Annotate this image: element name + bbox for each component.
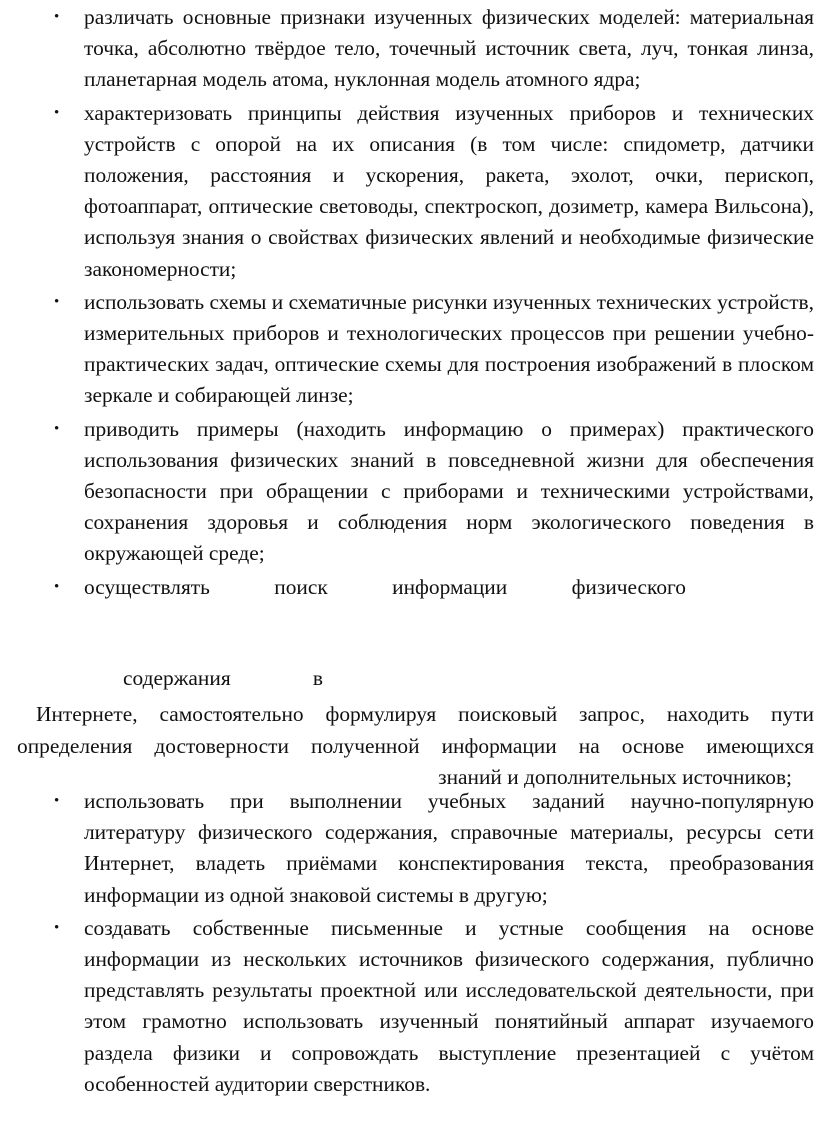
list-item xyxy=(48,287,816,412)
paragraph-line: определения достоверности полученной информации на основе имеющихся xyxy=(17,734,814,758)
spread-word: в xyxy=(312,666,323,690)
list-item xyxy=(48,414,816,570)
bullet-icon: • xyxy=(54,793,60,809)
bullet-icon: • xyxy=(54,104,60,121)
bullet-icon: • xyxy=(54,9,60,25)
list-item-text: различать основные признаки изученных физических моделей: материальная точка, абсолютно твёрдое тело, точечный источник света, луч, тонкая линза, планетарная модель атома, нуклонная модель атомного ядра; xyxy=(84,5,814,92)
paragraph-line: Интернете, самостоятельно формулируя поисковый запрос, находить пути xyxy=(36,702,814,726)
spread-word: содержания xyxy=(123,666,231,690)
list-item xyxy=(48,98,816,285)
list-item-text: характеризовать принципы действия изученных приборов и технических устройств с опорой на их описания (в том числе: спидометр, датчики положения, расстояния и ускорения, ракета, эхолот, очки, перископ, фотоаппарат, оптические световоды, спектроскоп, дозиметр, камера Вильсона), используя знания о свойствах физических явлений и необходимые физические закономерности; xyxy=(84,100,814,281)
list-item xyxy=(48,2,816,96)
bullet-icon: • xyxy=(54,919,60,936)
list-item xyxy=(48,572,816,603)
bullet-icon: • xyxy=(54,578,60,595)
list-item xyxy=(48,913,816,1100)
list-item-text: создавать собственные письменные и устные сообщения на основе информации из нескольких источников физического содержания, публично представлять результаты проектной или исследовательской деятельности, при этом грамотно использовать изученный понятийный аппарат изучаемого раздела физики и сопровождать выступление презентацией с учётом особенностей аудитории сверстников. xyxy=(84,915,814,1096)
bullet-icon: • xyxy=(54,420,60,437)
list-item xyxy=(48,786,816,911)
spread-line xyxy=(123,663,323,694)
paragraph-line: знаний и дополнительных источников; xyxy=(438,765,792,789)
list-item-text: приводить примеры (находить информацию о примерах) практического использования физических знаний в повседневной жизни для обеспечения безопасности при обращении с приборами и техническими устройствами, сохранения здоровья и соблюдения норм экологического поведения в окружающей среде; xyxy=(84,416,814,566)
bullet-list-top xyxy=(48,2,816,605)
bullet-list-bottom xyxy=(48,786,816,1102)
list-item-text: осуществлять поиск информации физического xyxy=(84,574,686,599)
list-item-text: использовать при выполнении учебных заданий научно-популярную литературу физического содержания, справочные материалы, ресурсы сети Интернет, владеть приёмами конспектирования текста, преобразования информации из одной знаковой системы в другую; xyxy=(84,789,814,907)
list-item-text: использовать схемы и схематичные рисунки изученных технических устройств, измерительных приборов и технологических процессов при решении учебно-практических задач, оптические схемы для построения изображений в плоском зеркале и собирающей линзе; xyxy=(84,289,814,408)
bullet-icon: • xyxy=(54,293,60,310)
